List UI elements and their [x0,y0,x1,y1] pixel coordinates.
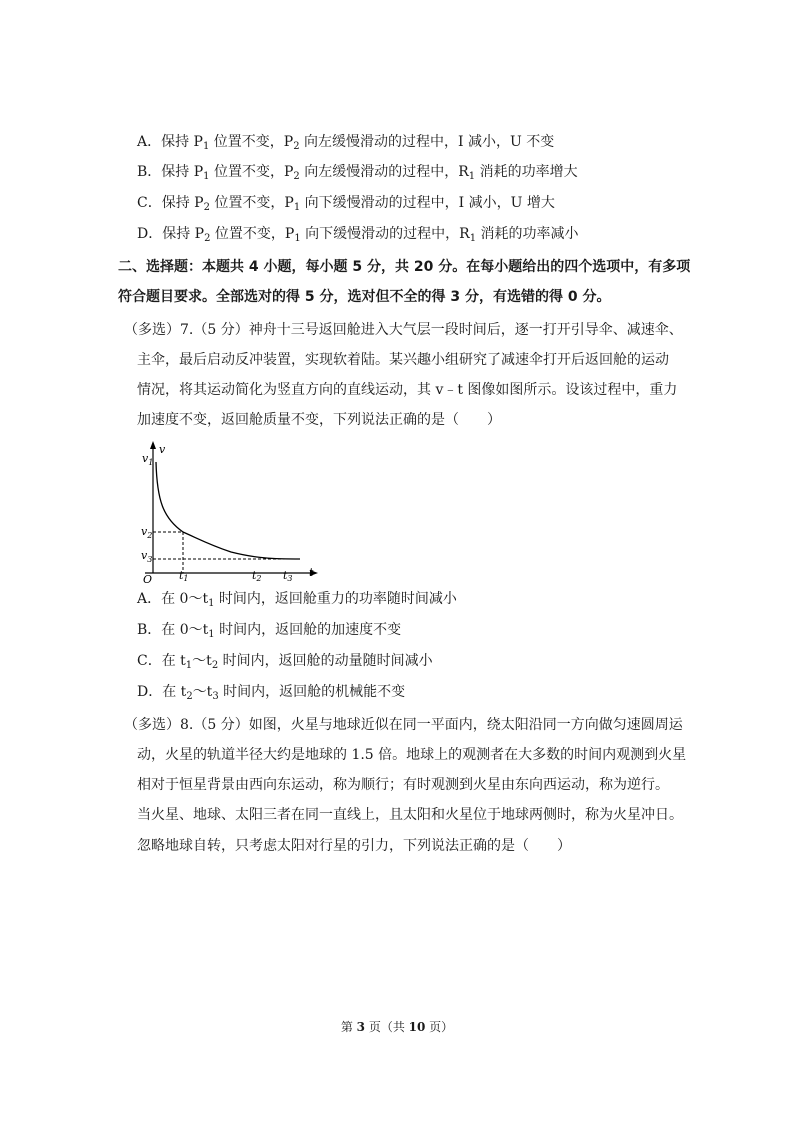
section2-heading-line1: 二、选择题：本题共 4 小题，每小题 5 分，共 20 分。在每小题给出的四个选项中，有多项 [118,259,691,275]
v3-label: $v_3$ [141,549,153,564]
q6-option-d[interactable]: D．保持 $P_2$ 位置不变，$P_1$ 向下缓慢滑动的过程中，$R_1$ 消耗的功率减小 [137,226,579,244]
q7-stem-line1: （多选）7.（5 分）神舟十三号返回舱进入大气层一段时间后，逐一打开引导伞、减速伞、 [124,322,683,338]
q6-option-c[interactable]: C．保持 $P_2$ 位置不变，$P_1$ 向下缓慢滑动的过程中，I 减小，U 增大 [137,195,555,213]
q6-option-b[interactable]: B．保持 $P_1$ 位置不变，$P_2$ 向左缓慢滑动的过程中，$R_1$ 消耗的功率增大 [137,164,578,182]
q8-stem-line3: 相对于恒星背景由西向东运动，称为顺行；有时观测到火星由东向西运动，称为逆行。 [137,777,669,793]
v2-label: $v_2$ [141,525,153,540]
t1-label: t1 [179,569,189,583]
page-footer: 第 3 页（共 10 页） [340,1020,454,1034]
origin-label: O [143,573,153,583]
section2-heading-line2: 符合题目要求。全部选对的得 5 分，选对但不全的得 3 分，有选错的得 0 分。 [118,289,611,305]
q7-option-c[interactable]: C．在 $t_1\sim t_2$ 时间内，返回舱的动量随时间减小 [137,653,433,671]
page-total: 10 [408,1020,426,1034]
q8-stem-line1: （多选）8.（5 分）如图，火星与地球近似在同一平面内，绕太阳沿同一方向做匀速圆周运 [124,717,683,733]
v-axis-label: v [159,443,166,456]
q7-option-d[interactable]: D．在 $t_2\sim t_3$ 时间内，返回舱的机械能不变 [137,684,406,702]
t3-label: t3 [283,569,293,583]
q7-stem-line3: 情况，将其运动简化为竖直方向的直线运动，其 v﹣t 图像如图所示。设该过程中，重力 [137,382,678,398]
q7-stem-line4: 加速度不变，返回舱质量不变，下列说法正确的是（ ） [137,412,501,428]
velocity-curve [156,462,300,559]
q8-stem-line2: 动，火星的轨道半径大约是地球的 1.5 倍。地球上的观测者在大多数的时间内观测到火星 [137,747,687,763]
q7-option-b[interactable]: B．在 $0\sim t_1$ 时间内，返回舱的加速度不变 [137,622,402,640]
y-axis-arrow [150,441,156,449]
v1-label: $v_1$ [142,452,154,467]
page-number: 3 [356,1020,365,1034]
q7-stem-line2: 主伞，最后启动反冲装置，实现软着陆。某兴趣小组研究了减速伞打开后返回舱的运动 [137,352,669,368]
t2-label: t2 [252,569,262,583]
vt-graph [135,438,325,583]
q7-option-a[interactable]: A．在 $0\sim t_1$ 时间内，返回舱重力的功率随时间减小 [137,591,457,609]
q8-stem-line5: 忽略地球自转，只考虑太阳对行星的引力，下列说法正确的是（ ） [137,838,571,854]
t-axis-label: t [309,566,314,579]
q6-option-a[interactable]: A．保持 $P_1$ 位置不变，$P_2$ 向左缓慢滑动的过程中，I 减小，U 不变 [137,134,555,152]
q8-stem-line4: 当火星、地球、太阳三者在同一直线上，且太阳和火星位于地球两侧时，称为火星冲日。 [137,807,683,823]
